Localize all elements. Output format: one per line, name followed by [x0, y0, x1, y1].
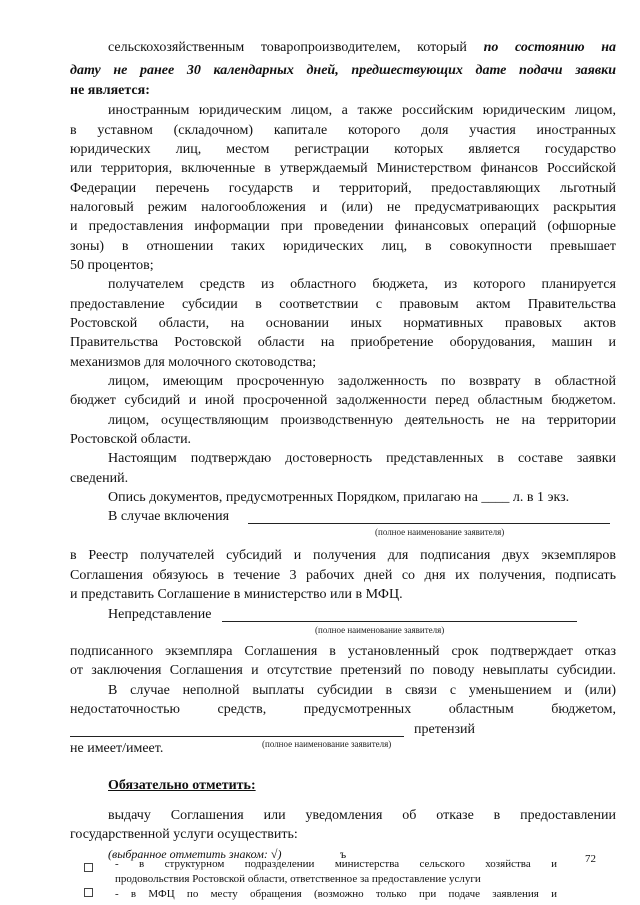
text-line: не является:	[70, 83, 150, 98]
field-caption: (полное наименование заявителя)	[315, 625, 445, 635]
text-line: налоговый режим налогообложения и (или) не предусматривающих раскрытия	[70, 200, 616, 215]
text-line: предоставление субсидии в соответствии с правовым актом Правительства	[70, 297, 616, 312]
text-line: юридических лиц, местом регистрации которых является государство	[70, 142, 616, 157]
text-line: В случае неполной выплаты субсидии в связи с уменьшением и (или)	[108, 683, 616, 698]
text-line: и предоставления информации при проведении финансовых операций (офшорные	[70, 219, 616, 234]
text-line: лицом, имеющим просроченную задолженность по возврату в областной	[108, 374, 616, 389]
field-caption: (полное наименование заявителя)	[262, 739, 392, 749]
option-checkbox[interactable]	[84, 888, 93, 897]
text-line: 50 процентов;	[70, 258, 154, 273]
text-line: иностранным юридическим лицом, а также российским юридическим лицом,	[108, 103, 616, 118]
text-line: в уставном (складочном) капитале которого доля участия иностранных	[70, 123, 616, 138]
text-line: претензий	[414, 722, 476, 737]
text-line: В случае включения	[108, 509, 230, 524]
text-line: зоны) в отношении таких юридических лиц, в совокупности превышает	[70, 239, 616, 254]
field-caption: (полное наименование заявителя)	[375, 527, 505, 537]
text-line: Ростовской области.	[70, 432, 192, 447]
text-line: Соглашения обязуюсь в течение 3 рабочих дней со дня их получения, подписать	[70, 568, 616, 583]
text-line: Опись документов, предусмотренных Порядком, прилагаю на ____ л. в 1 экз.	[108, 490, 570, 505]
option-text: продовольствия Ростовской области, ответственное за предоставление услуги	[115, 873, 481, 885]
option-text: - в структурном подразделении министерства сельского хозяйства и	[115, 858, 557, 870]
text-line: получателем средств из областного бюджета, из которого планируется	[108, 277, 616, 292]
text-line: дату не ранее 30 календарных дней, предшествующих дате подачи заявки	[70, 63, 616, 78]
text-line: подписанного экземпляра Соглашения в установленный срок подтверждает отказ	[70, 644, 616, 659]
text-line: Настоящим подтверждаю достоверность представленных в составе заявки	[108, 451, 616, 466]
hint-text: (выбранное отметить знаком: √)	[108, 847, 282, 861]
hint-text: ъ	[340, 847, 347, 861]
text-line: Правительства Ростовской области на приобретение оборудования, машин и	[70, 335, 616, 350]
text-line: Непредставление	[108, 607, 212, 622]
text-line: государственной услуги осуществить:	[70, 827, 298, 842]
text-line: Федерации перечень государств и территорий, предоставляющих льготный	[70, 181, 616, 196]
text-line: бюджет субсидий и иной просроченной задолженности перед областным бюджетом.	[70, 393, 616, 408]
text-line: недостаточностью средств, предусмотренных областным бюджетом,	[70, 702, 616, 717]
text-line: механизмов для молочного скотоводства;	[70, 355, 317, 370]
text-line: выдачу Соглашения или уведомления об отказе в предоставлении	[108, 808, 616, 823]
text-line: или территория, включенные в утверждаемый Министерством финансов Российской	[70, 161, 616, 176]
option-text: - в МФЦ по месту обращения (возможно только при подаче заявления и	[115, 888, 557, 900]
text-line: сведений.	[70, 471, 129, 486]
section-heading: Обязательно отметить:	[108, 778, 256, 793]
text-line: сельскохозяйственным товаропроизводителем, который по состоянию на	[108, 40, 617, 55]
text-line: и представить Соглашение в министерство или в МФЦ.	[70, 587, 403, 602]
text-line: лицом, осуществляющим производственную деятельность не на территории	[108, 413, 616, 428]
text-line: в Реестр получателей субсидий и получения для подписания двух экземпляров	[70, 548, 616, 563]
page-number: 72	[585, 853, 596, 865]
text-line: от заключения Соглашения и отсутствие претензий по поводу невыплаты субсидии.	[70, 663, 616, 678]
option-checkbox[interactable]	[84, 863, 93, 872]
text-line: не имеет/имеет.	[70, 741, 164, 756]
text-line: Ростовской области, на основании иных нормативных правовых актов	[70, 316, 616, 331]
